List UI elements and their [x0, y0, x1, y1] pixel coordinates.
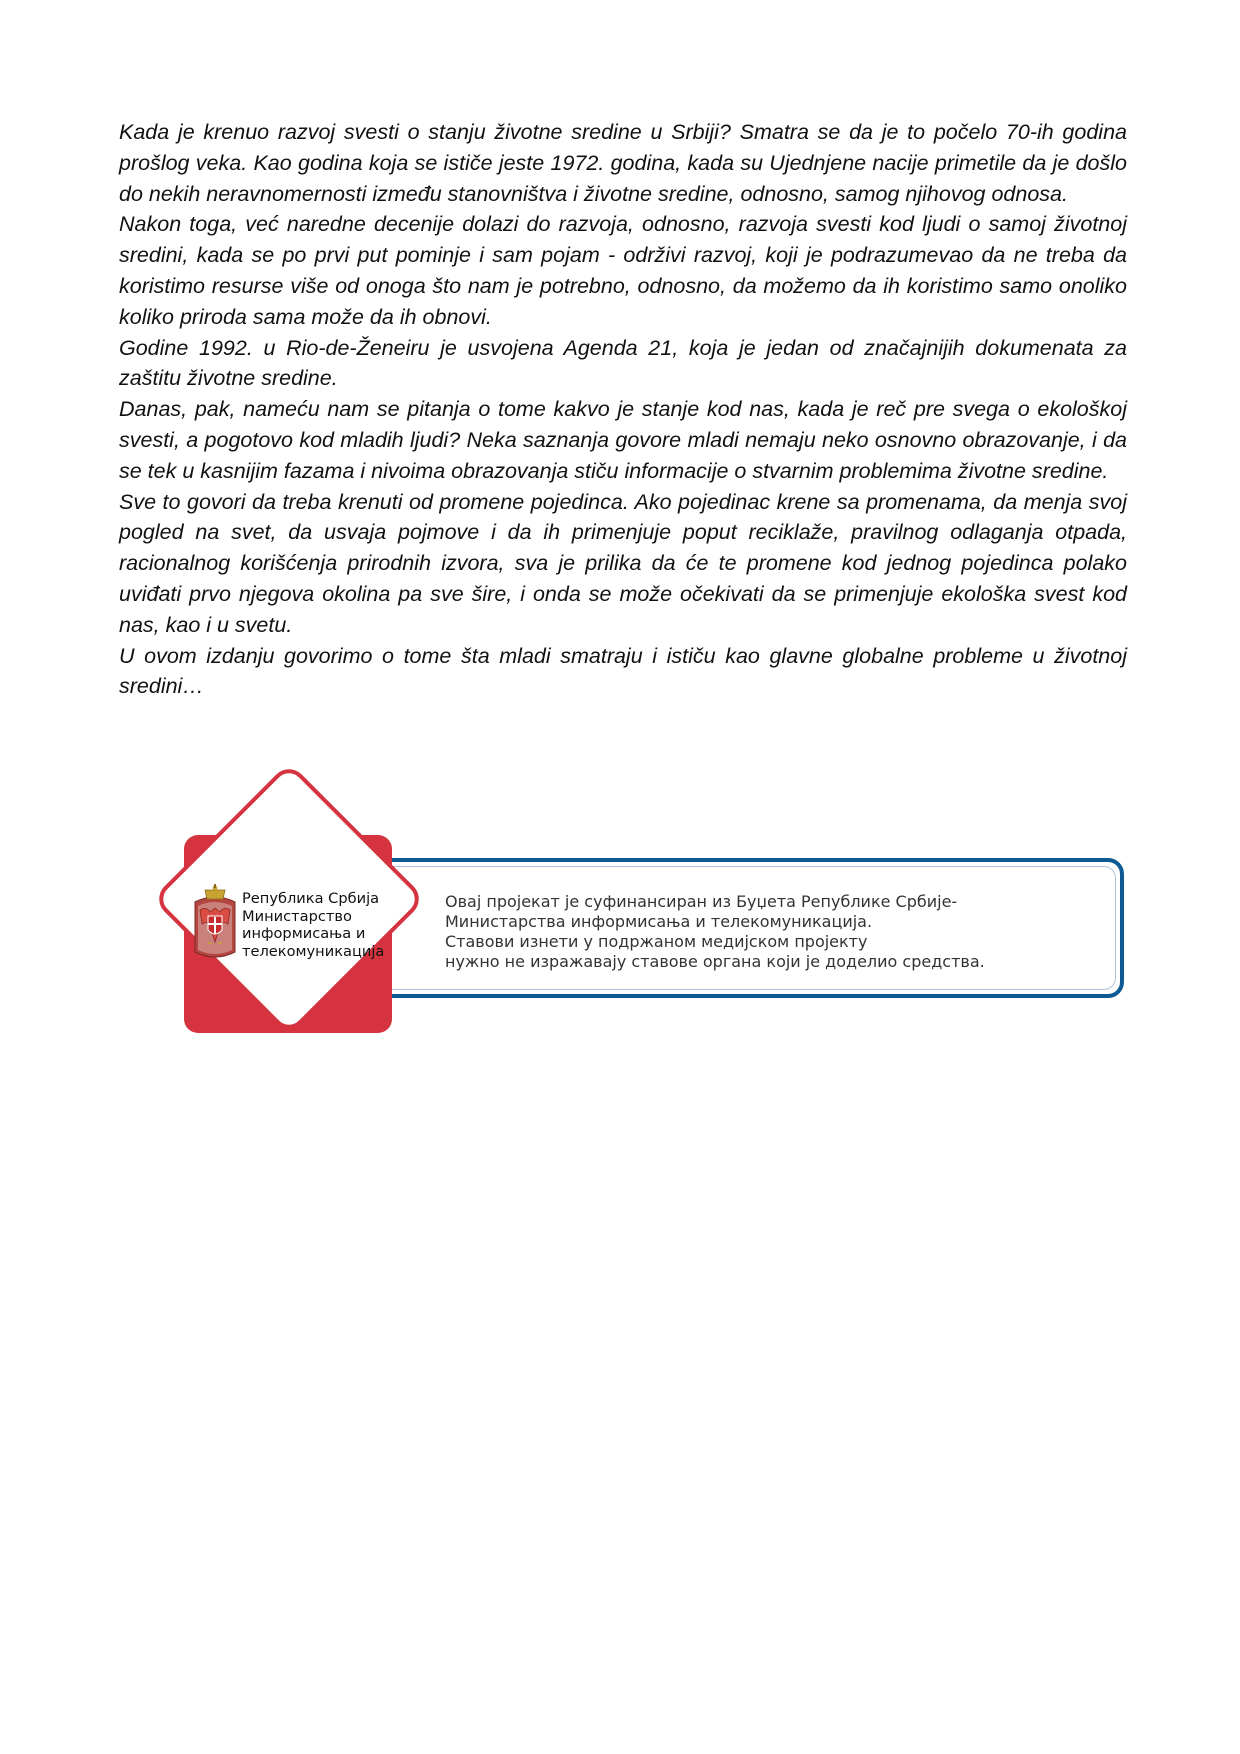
funding-line: нужно не изражавају ставове органа који је доделио средства.	[445, 952, 985, 971]
ministry-line: информисања и	[242, 925, 366, 943]
funding-line: Ставови изнети у подржаном медијском пројекту	[445, 932, 868, 951]
funding-banner	[180, 790, 1130, 1090]
article-paragraph: U ovom izdanju govorimo o tome šta mladi smatraju i ističu kao glavne globalne probleme u životnoj sredini…	[119, 643, 1127, 699]
funding-disclaimer	[445, 892, 1105, 972]
article-paragraph: Sve to govori da treba krenuti od promene pojedinca. Ako pojedinac krene sa promenama, da menja svoj pogled na svet, da usvaja pojmove i da ih primenjuje poput reciklaže, pravilnog odlaganja otpada, racionalnog korišćenja prirodnih izvora, sva je prilika da će te promene kod jednog pojedinca polako uviđati prvo njegova okolina pa sve šire, i onda se može očekivati da se primenjuje ekološka svest kod nas, kao i u svetu.	[119, 489, 1127, 637]
article-paragraph: Godine 1992. u Rio-de-Ženeiru je usvojena Agenda 21, koja je jedan od značajnijih dokumenata za zaštitu životne sredine.	[119, 335, 1127, 391]
funding-line: Овај пројекат је суфинансиран из Буџета Републике Србије-	[445, 892, 958, 911]
serbian-coat-of-arms-icon	[192, 884, 238, 964]
ministry-name	[242, 890, 412, 960]
article-paragraph: Danas, pak, nameću nam se pitanja o tome kakvo je stanje kod nas, kada je reč pre svega o ekološkoj svesti, a pogotovo kod mladih ljudi? Neka saznanja govore mladi nemaju neko osnovno obrazovanje, i da se tek u kasnijim fazama i nivoima obrazovanja stiču informacije o stvarnim problemima životne sredine.	[119, 397, 1127, 483]
article-body	[119, 117, 1127, 702]
article-paragraph: Nakon toga, već naredne decenije dolazi do razvoja, odnosno, razvoja svesti kod ljudi o samoj životnoj sredini, kada se po prvi put pominje i sam pojam - održivi razvoj, koji je podrazumevao da ne treba da koristimo resurse više od onoga što nam je potrebno, odnosno, da možemo da ih koristimo samo onoliko koliko priroda sama može da ih obnovi.	[119, 212, 1127, 329]
ministry-line: телекомуникација	[242, 942, 385, 960]
ministry-line: Министарство	[242, 907, 352, 925]
article-paragraph: Kada je krenuo razvoj svesti o stanju životne sredine u Srbiji? Smatra se da je to počelo 70-ih godina prošlog veka. Kao godina koja se ističe jeste 1972. godina, kada su Ujednjene nacije primetile da je došlo do nekih neravnomernosti između stanovništva i životne sredine, odnosno, samog njihovog odnosa.	[119, 120, 1127, 206]
funding-line: Министарства информисања и телекомуникација.	[445, 912, 873, 931]
ministry-line: Република Србија	[242, 890, 380, 907]
